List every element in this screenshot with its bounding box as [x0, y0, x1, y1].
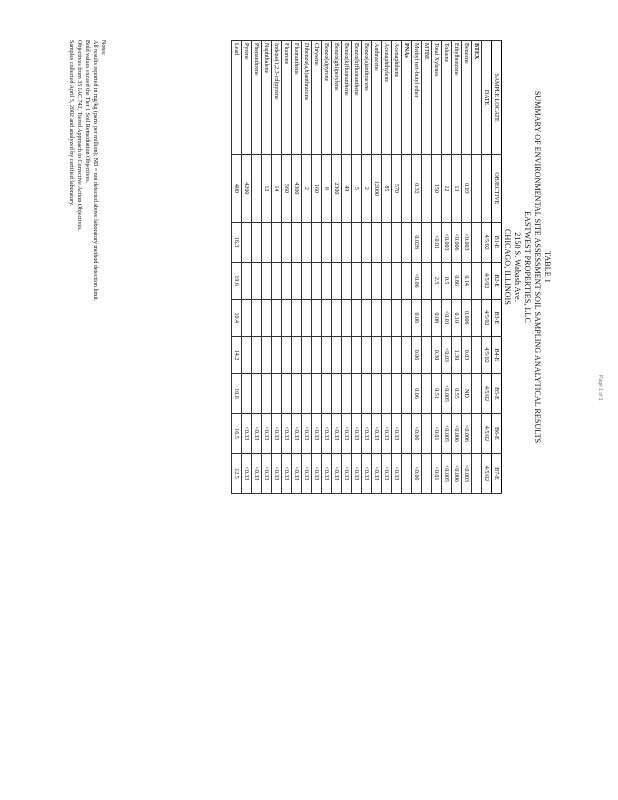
table-cell: [402, 155, 412, 223]
table-cell: [402, 336, 412, 373]
table-cell: <0.33: [262, 413, 272, 453]
table-row: [382, 41, 392, 494]
table-cell: [282, 374, 292, 414]
analyte-name: BTEX: [472, 41, 482, 155]
table-cell: <0.01: [432, 413, 442, 453]
table-cell: [472, 222, 482, 262]
table-cell: <0.006: [452, 413, 462, 453]
table-cell: [352, 299, 362, 336]
table-cell: [262, 336, 272, 373]
table-cell: [422, 374, 432, 414]
table-cell: [422, 155, 432, 223]
table-cell: [362, 374, 372, 414]
table-row: [262, 41, 272, 494]
table-cell: [242, 299, 252, 336]
table-cell: [292, 374, 302, 414]
analyte-name: MTBE: [422, 41, 432, 155]
table-cell: [472, 453, 482, 493]
table-row: [302, 41, 312, 494]
table-cell: <0.33: [382, 413, 392, 453]
note-line: Samples collected April 5, 2002 and analyzed by certified laboratory.: [68, 40, 74, 207]
subheader-cell: 4/5/02: [482, 453, 492, 493]
analyte-name: Benzo(b)fluoranthene: [352, 41, 362, 155]
table-cell: [312, 374, 322, 414]
table-cell: 0.06: [412, 374, 422, 414]
table-cell: [382, 222, 392, 262]
table-cell: [402, 222, 412, 262]
table-cell: <0.33: [282, 453, 292, 493]
column-header: B6-E: [492, 413, 502, 453]
table-cell: <0.33: [262, 453, 272, 493]
table-cell: <0.33: [282, 413, 292, 453]
table-cell: 150: [432, 155, 442, 223]
table-cell: ND: [462, 374, 472, 414]
table-cell: <0.03: [442, 336, 452, 373]
table-cell: 0.5: [442, 262, 452, 299]
table-cell: 2: [362, 155, 372, 223]
table-cell: [282, 336, 292, 373]
table-cell: 2300: [332, 155, 342, 223]
table-row: [312, 41, 322, 494]
analyte-name: Lead: [232, 41, 242, 155]
table-row: [352, 41, 362, 494]
subheader-cell: [482, 155, 492, 223]
table-cell: [322, 222, 332, 262]
table-cell: 12000: [372, 155, 382, 223]
table-cell: [392, 336, 402, 373]
note-line: All results reported in mg/kg (parts per million); ND = not detected above laboratory method detection limit.: [92, 40, 98, 302]
table-cell: <0.33: [352, 453, 362, 493]
table-cell: <0.33: [292, 413, 302, 453]
table-cell: <0.006: [452, 222, 462, 262]
table-cell: <0.33: [302, 413, 312, 453]
analyte-name: Toluene: [442, 41, 452, 155]
subheader-cell: DATE: [482, 41, 492, 155]
table-cell: <0.33: [342, 413, 352, 453]
table-cell: [382, 374, 392, 414]
table-cell: [312, 222, 322, 262]
table-cell: 0.51: [432, 374, 442, 414]
analyte-name: Phenanthrene: [252, 41, 262, 155]
table-cell: <0.01: [442, 299, 452, 336]
analyte-name: Benzene: [462, 41, 472, 155]
table-cell: 49: [342, 155, 352, 223]
table-row: [442, 41, 452, 494]
table-cell: <0.006: [462, 413, 472, 453]
table-cell: [472, 374, 482, 414]
table-cell: 12: [262, 155, 272, 223]
table-cell: <0.33: [252, 453, 262, 493]
analyte-name: Acenaphthylene: [382, 41, 392, 155]
table-row: [392, 41, 402, 494]
table-cell: 16.3: [232, 222, 242, 262]
title-line-2: SUMMARY OF ENVIRONMENTAL SITE ASSESSMENT SOIL SAMPLING ANALYTICAL RESULTS: [533, 90, 542, 444]
table-cell: [252, 299, 262, 336]
notes-heading: Notes:: [100, 40, 106, 56]
analyte-name: Ethylbenzene: [452, 41, 462, 155]
table-cell: [392, 262, 402, 299]
table-cell: [262, 299, 272, 336]
table-cell: [392, 222, 402, 262]
table-cell: [292, 222, 302, 262]
table-cell: [472, 413, 482, 453]
table-cell: [342, 299, 352, 336]
table-cell: [302, 262, 312, 299]
table-cell: <0.33: [312, 413, 322, 453]
table-cell: 0.006: [462, 299, 472, 336]
table-cell: [242, 222, 252, 262]
analyte-name: Benzo(k)fluoranthene: [342, 41, 352, 155]
title-line-4: 2150 S. Wabash Ave.: [513, 232, 522, 302]
column-header: B7-E: [492, 453, 502, 493]
table-cell: [422, 262, 432, 299]
table-cell: [302, 374, 312, 414]
table-cell: [322, 262, 332, 299]
table-cell: [382, 262, 392, 299]
table-cell: 560: [282, 155, 292, 223]
table-cell: 13: [452, 155, 462, 223]
analyte-name: Dibenzo(a,h)anthracene: [302, 41, 312, 155]
table-cell: [372, 374, 382, 414]
title-line-1: TABLE 1: [543, 251, 552, 283]
table-cell: <0.003: [462, 453, 472, 493]
document-title-block: [502, 30, 552, 504]
table-cell: [372, 299, 382, 336]
table-cell: 0.08: [432, 299, 442, 336]
table-row: [232, 41, 242, 494]
table-row: [412, 41, 422, 494]
table-cell: <0.33: [332, 453, 342, 493]
table-cell: 19.6: [232, 262, 242, 299]
table-cell: [402, 453, 412, 493]
table-cell: <0.33: [322, 453, 332, 493]
table-row: [372, 41, 382, 494]
table-cell: <0.33: [342, 453, 352, 493]
table-cell: [472, 155, 482, 223]
subheader-cell: 4/5/02: [482, 374, 492, 414]
table-cell: <0.01: [432, 222, 442, 262]
table-cell: [342, 336, 352, 373]
table-cell: 10.4: [232, 299, 242, 336]
table-cell: [272, 374, 282, 414]
table-cell: [372, 336, 382, 373]
table-cell: 0.03: [462, 336, 472, 373]
table-cell: <0.33: [392, 413, 402, 453]
table-cell: <0.06: [412, 413, 422, 453]
table-cell: [392, 374, 402, 414]
table-cell: [272, 222, 282, 262]
table-cell: 0.06: [412, 336, 422, 373]
table-cell: [422, 413, 432, 453]
table-row: [472, 41, 482, 494]
column-header: B5-E: [492, 374, 502, 414]
table-cell: 0.86: [452, 262, 462, 299]
table-cell: [352, 336, 362, 373]
table-cell: 10.6: [232, 374, 242, 414]
subheader-cell: 4/5/02: [482, 336, 492, 373]
table-cell: [322, 374, 332, 414]
table-cell: 0.30: [432, 336, 442, 373]
table-row: [242, 41, 252, 494]
table-cell: [242, 374, 252, 414]
table-cell: [362, 262, 372, 299]
table-cell: <0.33: [242, 413, 252, 453]
analyte-name: Methyl tert-butyl ether: [412, 41, 422, 155]
note-line: Bold values exceed the Tier 1 Soil Remediation Objectives.: [84, 40, 90, 184]
analyte-name: Anthracene: [372, 41, 382, 155]
table-cell: <0.003: [462, 222, 472, 262]
table-cell: 0.03: [462, 155, 472, 223]
column-header: SAMPLE LOCATE: [492, 41, 502, 155]
table-row: [362, 41, 372, 494]
table-cell: 1.30: [452, 336, 462, 373]
table-cell: [262, 262, 272, 299]
table-cell: 14.2: [232, 336, 242, 373]
title-line-5: CHICAGO, ILLINOIS: [503, 229, 512, 305]
table-cell: <0.33: [322, 413, 332, 453]
table-row: [462, 41, 472, 494]
table-cell: 4300: [292, 155, 302, 223]
table-cell: 4200: [242, 155, 252, 223]
table-cell: [382, 336, 392, 373]
table-cell: [302, 222, 312, 262]
column-header: B3-E: [492, 299, 502, 336]
table-cell: <0.06: [412, 262, 422, 299]
subheader-cell: 4/5/02: [482, 262, 492, 299]
analyte-name: Fluoranthene: [292, 41, 302, 155]
table-cell: 14: [272, 155, 282, 223]
table-cell: <0.33: [362, 453, 372, 493]
table-cell: <0.01: [432, 453, 442, 493]
table-cell: [342, 374, 352, 414]
table-cell: 0.10: [452, 299, 462, 336]
table-cell: [282, 222, 292, 262]
table-cell: 400: [232, 155, 242, 223]
table-subheader-row: [482, 41, 492, 494]
table-row: [292, 41, 302, 494]
title-line-3: EASTWEST PROPERTIES, LLC: [523, 211, 532, 323]
table-body: [232, 41, 482, 494]
table-cell: [282, 262, 292, 299]
table-cell: [302, 299, 312, 336]
subheader-cell: 4/5/02: [482, 413, 492, 453]
table-cell: [252, 155, 262, 223]
table-cell: <0.005: [442, 374, 452, 414]
table-cell: <0.33: [372, 413, 382, 453]
column-header: B2-E: [492, 262, 502, 299]
table-cell: 0.028: [412, 222, 422, 262]
table-cell: 0.14: [462, 262, 472, 299]
table-cell: [272, 336, 282, 373]
table-row: [272, 41, 282, 494]
table-cell: <0.06: [412, 453, 422, 493]
analyte-name: Naphthalene: [262, 41, 272, 155]
table-cell: [352, 262, 362, 299]
table-cell: [252, 336, 262, 373]
table-cell: <0.33: [372, 453, 382, 493]
table-row: [282, 41, 292, 494]
subheader-cell: 4/5/02: [482, 222, 492, 262]
rotated-landscape-sheet: [12, 30, 552, 504]
table-cell: 12: [442, 155, 452, 223]
table-cell: <0.33: [252, 413, 262, 453]
table-row: [452, 41, 462, 494]
table-cell: 570: [392, 155, 402, 223]
table-cell: [312, 336, 322, 373]
table-cell: <0.33: [242, 453, 252, 493]
table-cell: [252, 374, 262, 414]
table-cell: [332, 336, 342, 373]
analyte-name: Benzo(ghi)perylene: [332, 41, 342, 155]
table-cell: [362, 222, 372, 262]
analyte-name: Benzo(a)anthracene: [362, 41, 372, 155]
table-cell: [472, 262, 482, 299]
table-cell: [362, 336, 372, 373]
table-cell: [272, 299, 282, 336]
table-cell: <0.33: [392, 453, 402, 493]
table-cell: 160: [312, 155, 322, 223]
results-table: [231, 40, 502, 494]
table-cell: [322, 336, 332, 373]
table-cell: [252, 262, 262, 299]
table-cell: [332, 374, 342, 414]
table-cell: [322, 299, 332, 336]
table-cell: [472, 336, 482, 373]
table-cell: <0.33: [382, 453, 392, 493]
table-cell: [422, 336, 432, 373]
table-cell: [372, 262, 382, 299]
table-cell: [242, 262, 252, 299]
table-row: [332, 41, 342, 494]
table-row: [422, 41, 432, 494]
table-cell: <0.006: [452, 453, 462, 493]
table-cell: 2.5: [432, 262, 442, 299]
column-header: B1-E: [492, 222, 502, 262]
table-row: [322, 41, 332, 494]
table-cell: [352, 374, 362, 414]
table-cell: [272, 262, 282, 299]
table-cell: 0.55: [452, 374, 462, 414]
table-cell: [372, 222, 382, 262]
column-header: OBJECTIVE: [492, 155, 502, 223]
table-cell: [262, 222, 272, 262]
table-cell: [292, 336, 302, 373]
table-cell: [382, 299, 392, 336]
table-cell: [332, 299, 342, 336]
table-cell: 2: [302, 155, 312, 223]
analyte-name: PNAs: [402, 41, 412, 155]
table-cell: [352, 222, 362, 262]
table-cell: [402, 374, 412, 414]
table-cell: <0.33: [352, 413, 362, 453]
notes-block: [67, 40, 107, 494]
note-line: Objectives from 35 IAC 742, Tiered Approach to Corrective Action Objectives.: [76, 40, 82, 231]
table-cell: 85: [382, 155, 392, 223]
subheader-cell: 4/5/02: [482, 299, 492, 336]
table-cell: [342, 262, 352, 299]
table-cell: [292, 299, 302, 336]
table-cell: [332, 222, 342, 262]
table-cell: <0.33: [272, 413, 282, 453]
table-cell: [402, 262, 412, 299]
table-header-row: [492, 41, 502, 494]
table-cell: [332, 262, 342, 299]
table-cell: [402, 413, 412, 453]
analyte-name: Pyrene: [242, 41, 252, 155]
table-cell: [252, 222, 262, 262]
table-cell: [282, 299, 292, 336]
table-cell: [422, 453, 432, 493]
table-row: [432, 41, 442, 494]
table-cell: <0.33: [302, 453, 312, 493]
table-row: [252, 41, 262, 494]
table-cell: [362, 299, 372, 336]
table-cell: [312, 262, 322, 299]
table-cell: 16.5: [232, 413, 242, 453]
analyte-name: Indeno(1,2,3-cd)pyrene: [272, 41, 282, 155]
table-cell: <0.33: [272, 453, 282, 493]
analyte-name: Benzo(a)pyrene: [322, 41, 332, 155]
table-cell: <0.33: [362, 413, 372, 453]
table-cell: [262, 374, 272, 414]
table-cell: <0.33: [332, 413, 342, 453]
analyte-name: Total Xylenes: [432, 41, 442, 155]
table-cell: 0.32: [412, 155, 422, 223]
table-cell: <0.33: [312, 453, 322, 493]
table-cell: <0.003: [442, 222, 452, 262]
table-cell: [392, 299, 402, 336]
table-cell: [292, 262, 302, 299]
table-row: [342, 41, 352, 494]
table-cell: [342, 222, 352, 262]
table-cell: 12.5: [232, 453, 242, 493]
analyte-name: Chrysene: [312, 41, 322, 155]
analyte-name: Acenaphthene: [392, 41, 402, 155]
table-cell: 0.06: [412, 299, 422, 336]
table-cell: <0.33: [292, 453, 302, 493]
table-cell: <0.005: [442, 453, 452, 493]
table-cell: [242, 336, 252, 373]
table-cell: [402, 299, 412, 336]
table-cell: [302, 336, 312, 373]
analyte-name: Fluorene: [282, 41, 292, 155]
column-header: B4-E: [492, 336, 502, 373]
table-cell: [312, 299, 322, 336]
table-cell: <0.005: [442, 413, 452, 453]
table-cell: [422, 299, 432, 336]
table-cell: [472, 299, 482, 336]
table-cell: 5: [352, 155, 362, 223]
table-cell: 8: [322, 155, 332, 223]
table-cell: [422, 222, 432, 262]
page-edge-mark: Page 1 of 1: [597, 375, 603, 401]
table-row: [402, 41, 412, 494]
